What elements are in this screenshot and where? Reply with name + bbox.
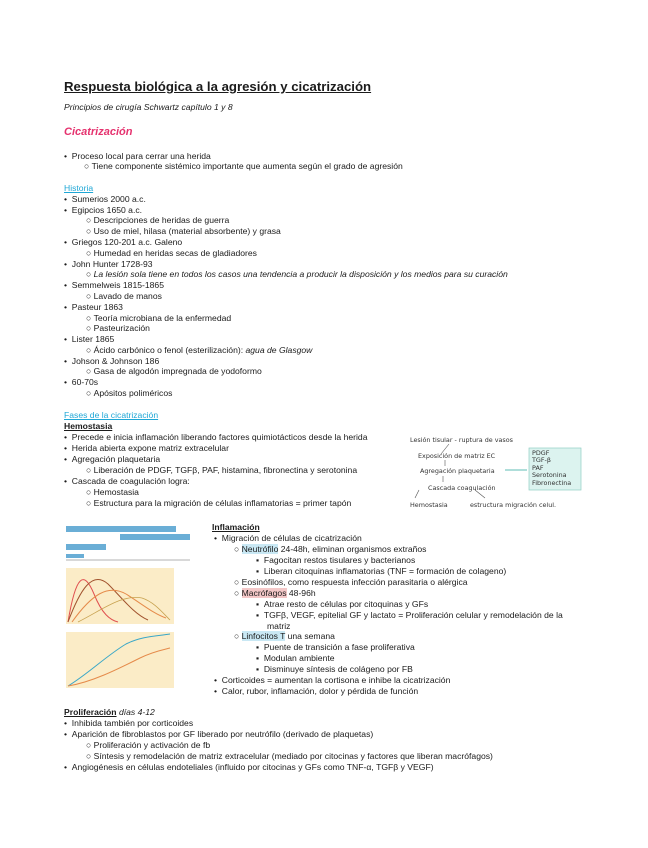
list-item: • Inhibida también por corticoides xyxy=(64,718,194,728)
list-item: ○ Eosinófilos, como respuesta infección parasitaria o alérgica xyxy=(234,577,468,587)
hemostasia-heading: Hemostasia xyxy=(64,421,113,431)
phase-bar xyxy=(120,534,190,540)
factor-item: PDGF xyxy=(532,449,550,457)
list-item: ○ Humedad en heridas secas de gladiadores xyxy=(86,248,257,258)
list-item: • Agregación plaquetaria xyxy=(64,454,161,464)
list-item: ○ Síntesis y remodelación de matriz extracelular (mediado por citocinas y factores que liberan macrófagos) xyxy=(86,751,493,761)
phase-bar xyxy=(66,554,84,558)
list-item: matriz xyxy=(267,621,291,631)
list-item: ○ La lesión sola tiene en todos los casos una tendencia a producir la disposición y los medios para su curación xyxy=(86,269,508,279)
list-item: ▪ Atrae resto de células por citoquinas y GFs xyxy=(256,599,429,609)
list-item: ○ Estructura para la migración de células inflamatorias = primer tapón xyxy=(86,498,352,508)
list-item: • Corticoides = aumentan la cortisona e inhibe la cicatrización xyxy=(214,675,451,685)
list-item: ▪ TGFβ, VEGF, epitelial GF y lactato = Proliferación celular y remodelación de la xyxy=(256,610,563,620)
list-item: ○ Pasteurización xyxy=(86,323,150,333)
list-item: • Precede e inicia inflamación liberando factores quimiotácticos desde la herida xyxy=(64,432,368,442)
list-item: • Lister 1865 xyxy=(64,334,115,344)
list-item: ○ Ácido carbónico o fenol (esterilización): agua de Glasgow xyxy=(86,345,313,355)
list-item: ○ Hemostasia xyxy=(86,487,139,497)
diagram-label: Agregación plaquetaria xyxy=(420,467,495,475)
list-item: ▪ Fagocitan restos tisulares y bacterianos xyxy=(256,555,416,565)
list-item: ○ Liberación de PDGF, TGFβ, PAF, histamina, fibronectina y serotonina xyxy=(86,465,358,475)
list-item: • Sumerios 2000 a.c. xyxy=(64,194,146,204)
section-title: Cicatrización xyxy=(64,126,133,138)
list-item: • Angiogénesis en células endoteliales (influido por citocinas y GFs como TNF-α, TGFβ y VEGF) xyxy=(64,762,434,772)
diagram-label: Lesión tisular - ruptura de vasos xyxy=(410,436,513,444)
list-item: ○ Apósitos poliméricos xyxy=(86,388,173,398)
diagram-label: Hemostasia xyxy=(410,501,448,509)
list-item: • Herida abierta expone matriz extracelular xyxy=(64,443,229,453)
subtitle: Principios de cirugía Schwartz capítulo 1 y 8 xyxy=(64,102,233,112)
list-item: ○ Descripciones de heridas de guerra xyxy=(86,215,230,225)
list-item: ▪ Disminuye síntesis de colágeno por FB xyxy=(256,664,413,674)
list-item: ○ Linfocitos T una semana xyxy=(234,631,335,641)
factor-item: TGF-β xyxy=(532,456,551,464)
bullet: • Proceso local para cerrar una herida xyxy=(64,151,211,161)
factor-item: Serotonina xyxy=(532,471,567,479)
list-item: • Aparición de fibroblastos por GF liberado por neutrófilo (derivado de plaquetas) xyxy=(64,729,374,739)
list-item: • Pasteur 1863 xyxy=(64,302,123,312)
diagram-label: estructura migración celul. xyxy=(470,501,557,509)
list-item: ○ Proliferación y activación de fb xyxy=(86,740,211,750)
list-item: ○ Macrófagos 48-96h xyxy=(234,588,316,598)
chart-panel xyxy=(66,632,174,688)
list-item: ○ Neutrófilo 24-48h, eliminan organismos extraños xyxy=(234,544,427,554)
list-item: • 60-70s xyxy=(64,377,99,387)
phases-figure xyxy=(62,524,198,694)
list-item: ○ Lavado de manos xyxy=(86,291,162,301)
list-item: ○ Teoría microbiana de la enfermedad xyxy=(86,313,232,323)
list-item: ○ Uso de miel, hilasa (material absorbente) y grasa xyxy=(86,226,281,236)
list-item: ▪ Puente de transición a fase proliferativa xyxy=(256,642,415,652)
list-item: • Cascada de coagulación logra: xyxy=(64,476,190,486)
factor-item: PAF xyxy=(532,464,544,472)
arrow xyxy=(415,490,419,498)
fases-heading[interactable]: Fases de la cicatrización xyxy=(64,410,159,420)
historia-heading[interactable]: Historia xyxy=(64,183,94,193)
list-item: • John Hunter 1728-93 xyxy=(64,259,153,269)
phase-bar xyxy=(66,544,106,550)
list-item: ▪ Liberan citoquinas inflamatorias (TNF = formación de colageno) xyxy=(256,566,507,576)
list-item: • Calor, rubor, inflamación, dolor y pérdida de función xyxy=(214,686,419,696)
inflamacion-heading: Inflamación xyxy=(212,522,260,532)
list-item: • Semmelweis 1815-1865 xyxy=(64,280,164,290)
diagram-label: Cascada coagulación xyxy=(428,484,496,492)
list-item: • Johson & Johnson 186 xyxy=(64,356,160,366)
list-item: ▪ Modulan ambiente xyxy=(256,653,335,663)
page-title: Respuesta biológica a la agresión y cicatrización xyxy=(64,79,372,94)
list-item: • Griegos 120-201 a.c. Galeno xyxy=(64,237,183,247)
sub-bullet: ○ Tiene componente sistémico importante que aumenta según el grado de agresión xyxy=(84,161,403,171)
list-item: • Egipcios 1650 a.c. xyxy=(64,205,143,215)
diagram-label: Exposición de matriz EC xyxy=(418,452,496,460)
factor-item: Fibronectina xyxy=(532,479,572,487)
list-item: ○ Gasa de algodón impregnada de yodoformo xyxy=(86,366,262,376)
phase-bar xyxy=(66,526,176,532)
list-item: • Migración de células de cicatrización xyxy=(214,533,362,543)
proliferacion-heading: Proliferación días 4-12 xyxy=(64,707,155,717)
